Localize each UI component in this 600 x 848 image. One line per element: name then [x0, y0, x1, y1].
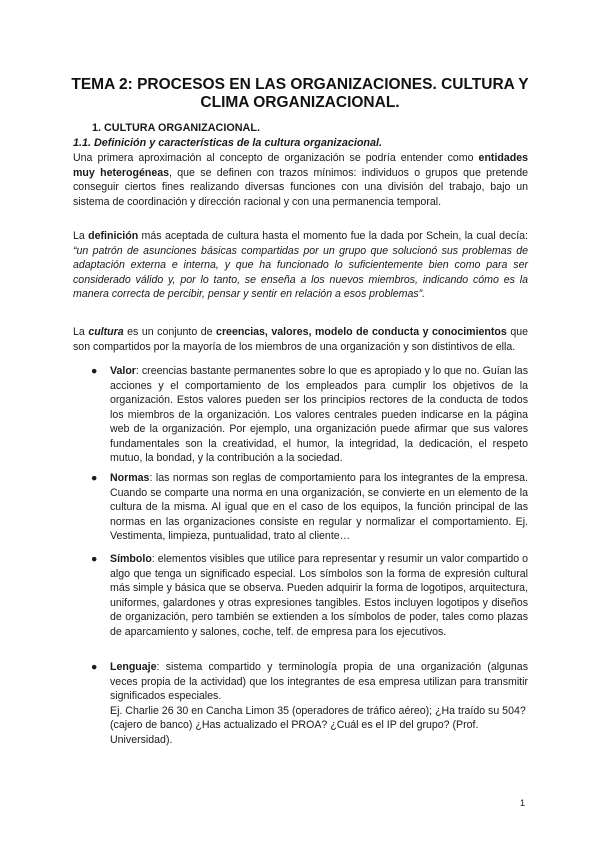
quote-text: “un patrón de asunciones básicas compartidas por un grupo que solucionó sus problemas de adaptación externa e interna, y que ha funcionado lo suficientemente bien como para ser considerado válido y, por lo tanto, se enseña a los nuevos miembros, indicando cómo es la manera correcta de percibir, pensar y sentir en relación a esos problemas”. — [73, 244, 528, 300]
text: Una primera aproximación al concepto de organización se podría entender como — [73, 152, 479, 164]
page-number: 1 — [520, 798, 526, 808]
term: Normas — [110, 472, 150, 484]
list-item — [91, 364, 528, 466]
text: La — [73, 326, 89, 338]
paragraph-definition — [73, 229, 528, 302]
text: La — [73, 230, 89, 242]
text: : sistema compartido y terminología propia de una organización (algunas veces propia de la actividad) que los integrantes de esa empresa utilizan para transmitir significados especiales. — [110, 661, 528, 702]
list-item — [91, 660, 528, 747]
text: : creencias bastante permanentes sobre lo que es apropiado y lo que no. Guían las acciones y el comportamiento de los empleados para cumplir los objetivos de la organización. Estos valores pueden ser los principios rectores de la conducta de todos los miembros de la organización. Los valores centrales pueden indicarse en la página web de la organización. Por ejemplo, una organización puede afirmar que sus valores fundamentales son la creatividad, el humor, la integridad, la dedicación, el respeto mutuo, la bondad, y la contribución a la sociedad. — [110, 365, 528, 464]
text: : elementos visibles que utilice para representar y resumir un valor compartido o algo que tenga un significado especial. Los símbolos son la forma de expresión cultural más simple y básica que se observa. Pueden adquirir la forma de logotipos, arquitectura, uniformes, galardones y otras expresiones tangibles. Estos incluyen logotipos y diseños de organización, pero también se extienden a los símbolos de poder, tales como plazas de aparcamiento y salones, coche, telf. de empresa para los ejecutivos. — [110, 553, 528, 638]
text: más aceptada de cultura hasta el momento fue la dada por Schein, la cual decía: — [138, 230, 528, 242]
term: Lenguaje — [110, 661, 157, 673]
text: : las normas son reglas de comportamiento para los integrantes de la empresa. Cuando se comparte una norma en una organización, se convierte en un elemento de la cultura de la misma. Al igual que en el caso de los equipos, la función principal de las normas en las organizaciones consiste en regular y normalizar el comportamiento. Ej. Vestimenta, limpieza, puntualidad, trato al cliente… — [110, 472, 528, 542]
bold-text: definición — [88, 230, 139, 242]
bold-text: entidades muy heterogéneas — [73, 152, 528, 179]
paragraph-culture — [73, 325, 528, 354]
bullet-icon: ● — [91, 661, 98, 673]
bold-italic-text: cultura — [88, 326, 124, 338]
text: es un conjunto de — [123, 326, 217, 338]
paragraph-intro — [73, 151, 528, 209]
example-text: Ej. Charlie 26 30 en Cancha Limon 35 (operadores de tráfico aéreo); ¿Ha traído su 504? (cajero de banco) ¿Has actualizado el PROA? ¿Cuál es el IP del grupo? (Prof. Universidad). — [110, 704, 526, 746]
bullet-icon: ● — [91, 553, 98, 565]
text: , que se definen con trazos mínimos: individuos o grupos que pretende conseguir ciertos fines realizando diversas funciones con una división del trabajo, bajo un sistema de coordinación y dirección racional y con una permanencia temporal. — [73, 166, 528, 208]
section-heading: 1. CULTURA ORGANIZACIONAL. — [92, 122, 260, 134]
document-title: TEMA 2: PROCESOS EN LAS ORGANIZACIONES. CULTURA Y CLIMA ORGANIZACIONAL. — [71, 76, 529, 111]
list-item — [91, 552, 528, 639]
text: que son compartidos por la mayoría de los miembros de una organización y son distintivos de ella. — [73, 326, 529, 353]
bullet-icon: ● — [91, 472, 98, 484]
term: Valor — [110, 365, 136, 377]
bold-text: creencias, valores, modelo de conducta y conocimientos — [216, 326, 507, 338]
subsection-heading: 1.1. Definición y características de la cultura organizacional. — [73, 137, 383, 149]
bullet-icon: ● — [91, 365, 98, 377]
list-item — [91, 471, 528, 544]
term: Símbolo — [110, 553, 152, 565]
